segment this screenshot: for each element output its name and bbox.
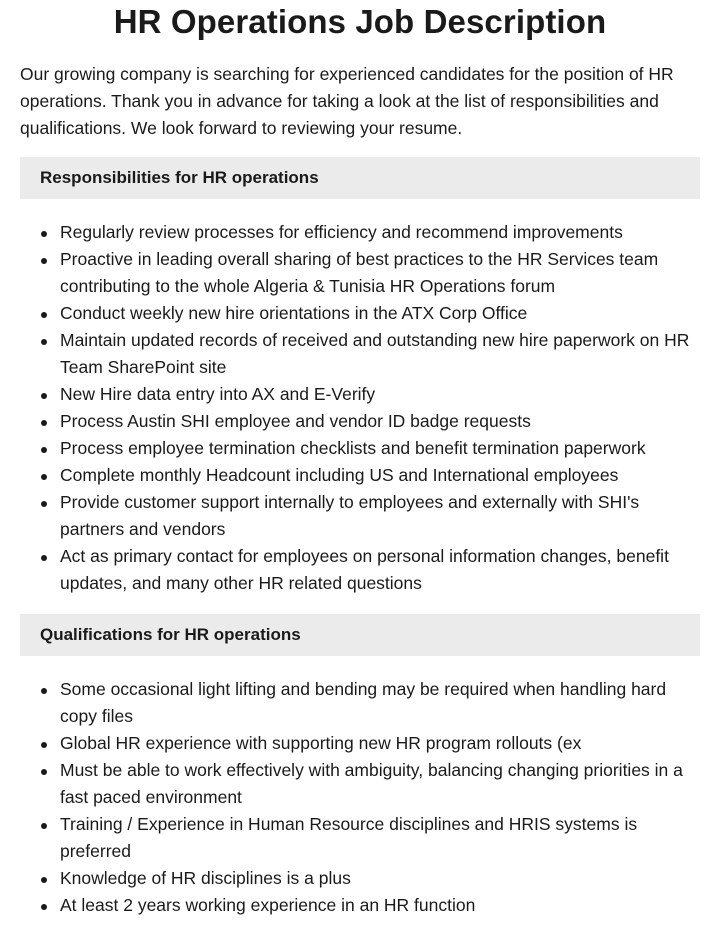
list-item <box>20 246 700 300</box>
bullet-icon <box>41 904 47 910</box>
list-item-text: Regularly review processes for efficiency and recommend improvements <box>60 222 623 242</box>
qualifications-list <box>20 676 700 919</box>
list-item <box>20 892 700 919</box>
bullet-icon <box>41 339 47 345</box>
list-item-text: New Hire data entry into AX and E-Verify <box>60 384 376 404</box>
intro-paragraph: Our growing company is searching for experienced candidates for the position of HR operations. Thank you in advance for taking a look at the list of responsibilities and qualifications. We look forward to reviewing your resume. <box>20 64 674 138</box>
list-item-text: Complete monthly Headcount including US and International employees <box>60 465 619 485</box>
list-item-text: Some occasional light lifting and bending may be required when handling hard copy files <box>60 679 667 726</box>
list-item-text: Training / Experience in Human Resource disciplines and HRIS systems is preferred <box>60 814 638 861</box>
responsibilities-heading: Responsibilities for HR operations <box>20 157 700 199</box>
page-title: HR Operations Job Description <box>113 3 607 40</box>
list-item-text: At least 2 years working experience in an HR function <box>60 895 476 915</box>
list-item-text: Process employee termination checklists and benefit termination paperwork <box>60 438 646 458</box>
list-item <box>20 381 700 408</box>
list-item <box>20 219 700 246</box>
list-item-text: Maintain updated records of received and outstanding new hire paperwork on HR Team SharePoint site <box>60 330 690 377</box>
list-item <box>20 327 700 381</box>
list-item <box>20 435 700 462</box>
list-item <box>20 408 700 435</box>
bullet-icon <box>41 420 47 426</box>
bullet-icon <box>41 823 47 829</box>
list-item-text: Provide customer support internally to employees and externally with SHI's partners and vendors <box>60 492 640 539</box>
bullet-icon <box>41 312 47 318</box>
list-item-text: Knowledge of HR disciplines is a plus <box>60 868 351 888</box>
list-item <box>20 730 700 757</box>
bullet-icon <box>41 393 47 399</box>
bullet-icon <box>41 231 47 237</box>
bullet-icon <box>41 877 47 883</box>
list-item-text: Conduct weekly new hire orientations in the ATX Corp Office <box>60 303 528 323</box>
responsibilities-list <box>20 219 700 597</box>
list-item-text: Proactive in leading overall sharing of best practices to the HR Services team contributing to the whole Algeria & Tunisia HR Operations forum <box>60 249 659 296</box>
list-item-text: Global HR experience with supporting new HR program rollouts (ex <box>60 733 582 753</box>
list-item <box>20 462 700 489</box>
bullet-icon <box>41 501 47 507</box>
list-item-text: Act as primary contact for employees on personal information changes, benefit updates, and many other HR related questions <box>60 546 669 593</box>
list-item <box>20 811 700 865</box>
list-item-text: Must be able to work effectively with ambiguity, balancing changing priorities in a fast paced environment <box>60 760 683 807</box>
qualifications-heading: Qualifications for HR operations <box>20 614 700 656</box>
bullet-icon <box>41 258 47 264</box>
bullet-icon <box>41 555 47 561</box>
bullet-icon <box>41 688 47 694</box>
list-item <box>20 865 700 892</box>
bullet-icon <box>41 769 47 775</box>
list-item <box>20 676 700 730</box>
bullet-icon <box>41 474 47 480</box>
list-item <box>20 489 700 543</box>
list-item <box>20 543 700 597</box>
list-item <box>20 300 700 327</box>
bullet-icon <box>41 447 47 453</box>
list-item <box>20 757 700 811</box>
list-item-text: Process Austin SHI employee and vendor ID badge requests <box>60 411 531 431</box>
bullet-icon <box>41 742 47 748</box>
